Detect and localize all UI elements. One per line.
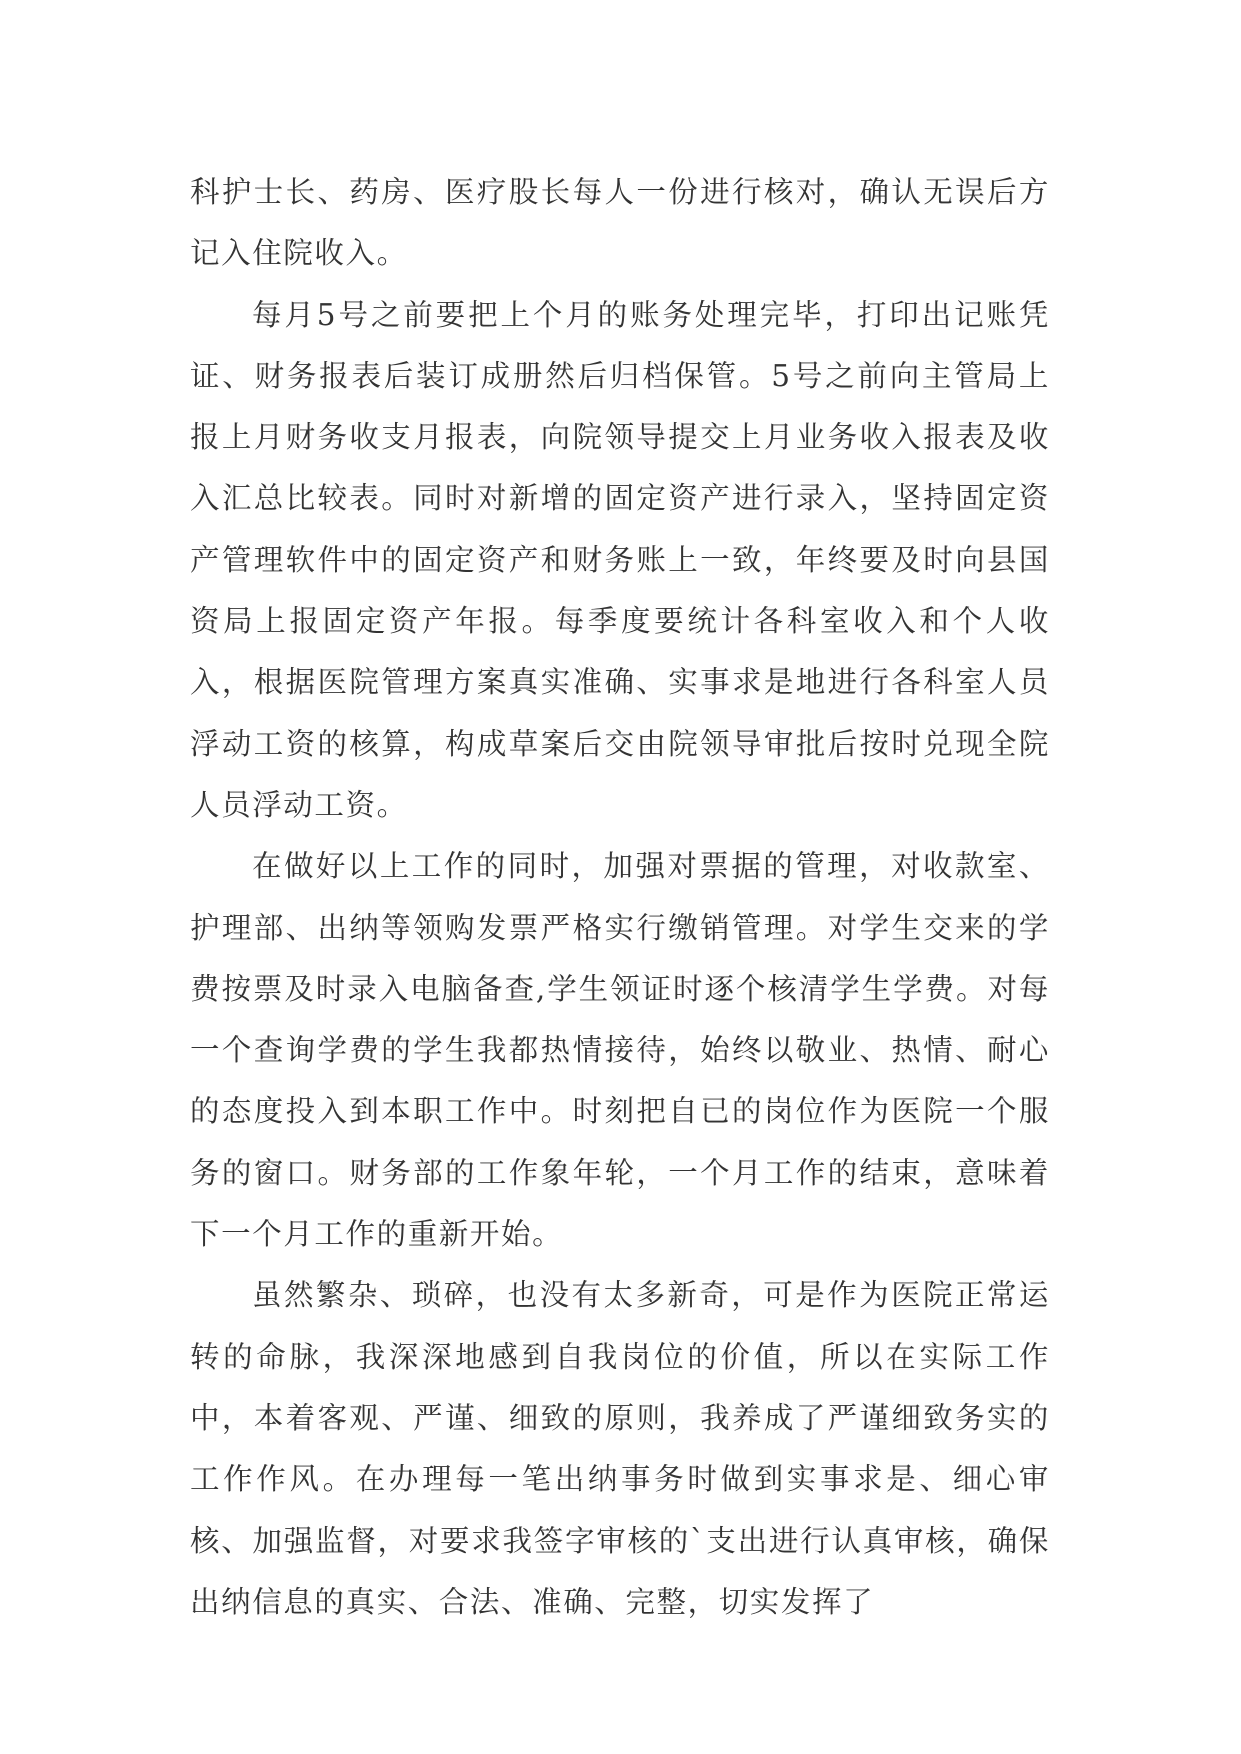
paragraph-monthly-accounting: 每月5号之前要把上个月的账务处理完毕，打印出记账凭证、财务报表后装订成册然后归档保管。5号之前向主管局上报上月财务收支月报表，向院领导提交上月业务收入报表及收入汇总比较表。同时对新增的固定资产进行录入，坚持固定资产管理软件中的固定资产和财务账上一致，年终要及时向县国资局上报固定资产年报。每季度要统计各科室收入和个人收入，根据医院管理方案真实准确、实事求是地进行各科室人员浮动工资的核算，构成草案后交由院领导审批后按时兑现全院人员浮动工资。 [190,297,1050,822]
paragraph-invoice-management: 在做好以上工作的同时，加强对票据的管理，对收款室、护理部、出纳等领购发票严格实行缴销管理。对学生交来的学费按票及时录入电脑备查,学生领证时逐个核清学生学费。对每一个查询学费的学生我都热情接待，始终以敬业、热情、耐心的态度投入到本职工作中。时刻把自已的岗位作为医院一个服务的窗口。财务部的工作象年轮，一个月工作的结束，意味着下一个月工作的重新开始。 [190,849,1050,1252]
paragraph-continuation: 科护士长、药房、医疗股长每人一份进行核对，确认无误后方记入住院收入。 [190,175,1050,271]
document-body [190,162,1050,1633]
paragraph-work-attitude: 虽然繁杂、琐碎，也没有太多新奇，可是作为医院正常运转的命脉，我深深地感到自我岗位的价值，所以在实际工作中，本着客观、严谨、细致的原则，我养成了严谨细致务实的工作作风。在办理每一笔出纳事务时做到实事求是、细心审核、加强监督，对要求我签字审核的`支出进行认真审核，确保出纳信息的真实、合法、准确、完整，切实发挥了 [190,1278,1050,1619]
